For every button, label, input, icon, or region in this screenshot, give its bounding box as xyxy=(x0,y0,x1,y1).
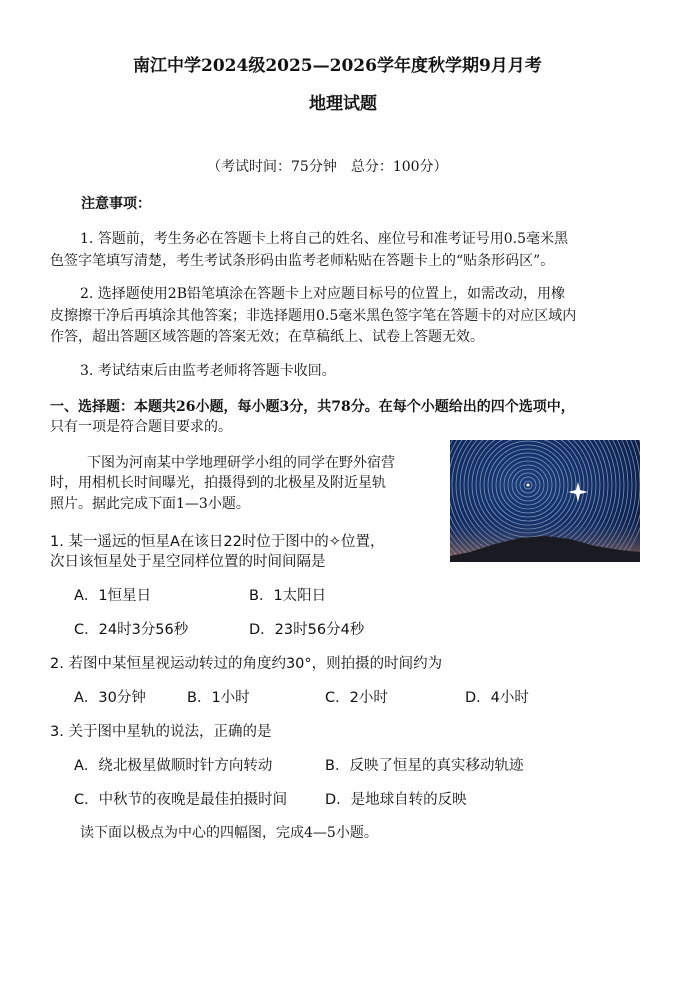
star-trail-image xyxy=(450,440,640,562)
question-2-option-b: B．1小时 xyxy=(187,690,250,706)
question-1-option-d: D．23时56分4秒 xyxy=(249,622,365,638)
notice-item-2-line2: 皮擦擦干净后再填涂其他答案；非选择题用0.5毫米黑色签字笔在答题卡的对应区域内 xyxy=(50,308,577,324)
intro1-line3: 照片。据此完成下面1—3小题。 xyxy=(50,496,250,512)
question-3-option-c: C．中秋节的夜晚是最佳拍摄时间 xyxy=(74,792,288,808)
notice-item-1-line1: 1. 答题前，考生务必在答题卡上将自己的姓名、座位号和准考证号用0.5毫米黑 xyxy=(80,231,569,247)
question-3-option-b: B．反映了恒星的真实移动轨迹 xyxy=(325,758,524,774)
exam-title: 南江中学2024级2025—2026学年度秋学期9月月考 xyxy=(133,56,542,76)
question-1-option-a: A．1恒星日 xyxy=(74,588,152,604)
section1-line2: 只有一项是符合题目要求的。 xyxy=(50,419,232,435)
question-1-option-c: C．24时3分56秒 xyxy=(74,622,189,638)
question-1-option-b: B．1太阳日 xyxy=(249,588,327,604)
subject-title: 地理试题 xyxy=(309,94,377,114)
notice-item-2-line1: 2. 选择题使用2B铅笔填涂在答题卡上对应题目标号的位置上，如需改动，用橡 xyxy=(80,286,566,302)
notice-item-3-line1: 3. 考试结束后由监考老师将答题卡收回。 xyxy=(80,363,336,379)
question-2-option-d: D．4小时 xyxy=(465,690,529,706)
exam-info: （考试时间：75分钟 总分：100分） xyxy=(207,159,448,175)
question-3-option-d: D．是地球自转的反映 xyxy=(325,792,467,808)
intro2: 读下面以极点为中心的四幅图，完成4—5小题。 xyxy=(80,825,378,841)
question-1-stem-line1: 1. 某一遥远的恒星A在该日22时位于图中的✧位置， xyxy=(50,534,385,550)
notice-heading: 注意事项： xyxy=(81,196,151,212)
question-1-stem-line2: 次日该恒星处于星空同样位置的时间间隔是 xyxy=(50,554,326,570)
section1-line1: 一、选择题：本题共26小题，每小题3分，共78分。在每个小题给出的四个选项中， xyxy=(50,399,575,415)
question-2-option-a: A．30分钟 xyxy=(74,690,146,706)
star-trail-photo xyxy=(450,440,640,562)
intro1-line1: 下图为河南某中学地理研学小组的同学在野外宿营 xyxy=(87,455,395,471)
question-3-option-a: A．绕北极星做顺时针方向转动 xyxy=(74,758,273,774)
question-2-stem: 2. 若图中某恒星视运动转过的角度约30°，则拍摄的时间约为 xyxy=(50,656,443,672)
notice-item-1-line2: 色签字笔填写清楚，考生考试条形码由监考老师粘贴在答题卡上的“贴条形码区”。 xyxy=(50,253,555,269)
notice-item-2-line3: 作答，超出答题区域答题的答案无效；在草稿纸上、试卷上答题无效。 xyxy=(50,329,484,345)
intro1-line2: 时，用相机长时间曝光，拍摄得到的北极星及附近星轨 xyxy=(50,475,386,491)
question-2-option-c: C．2小时 xyxy=(325,690,388,706)
question-3-stem: 3. 关于图中星轨的说法，正确的是 xyxy=(50,724,272,740)
